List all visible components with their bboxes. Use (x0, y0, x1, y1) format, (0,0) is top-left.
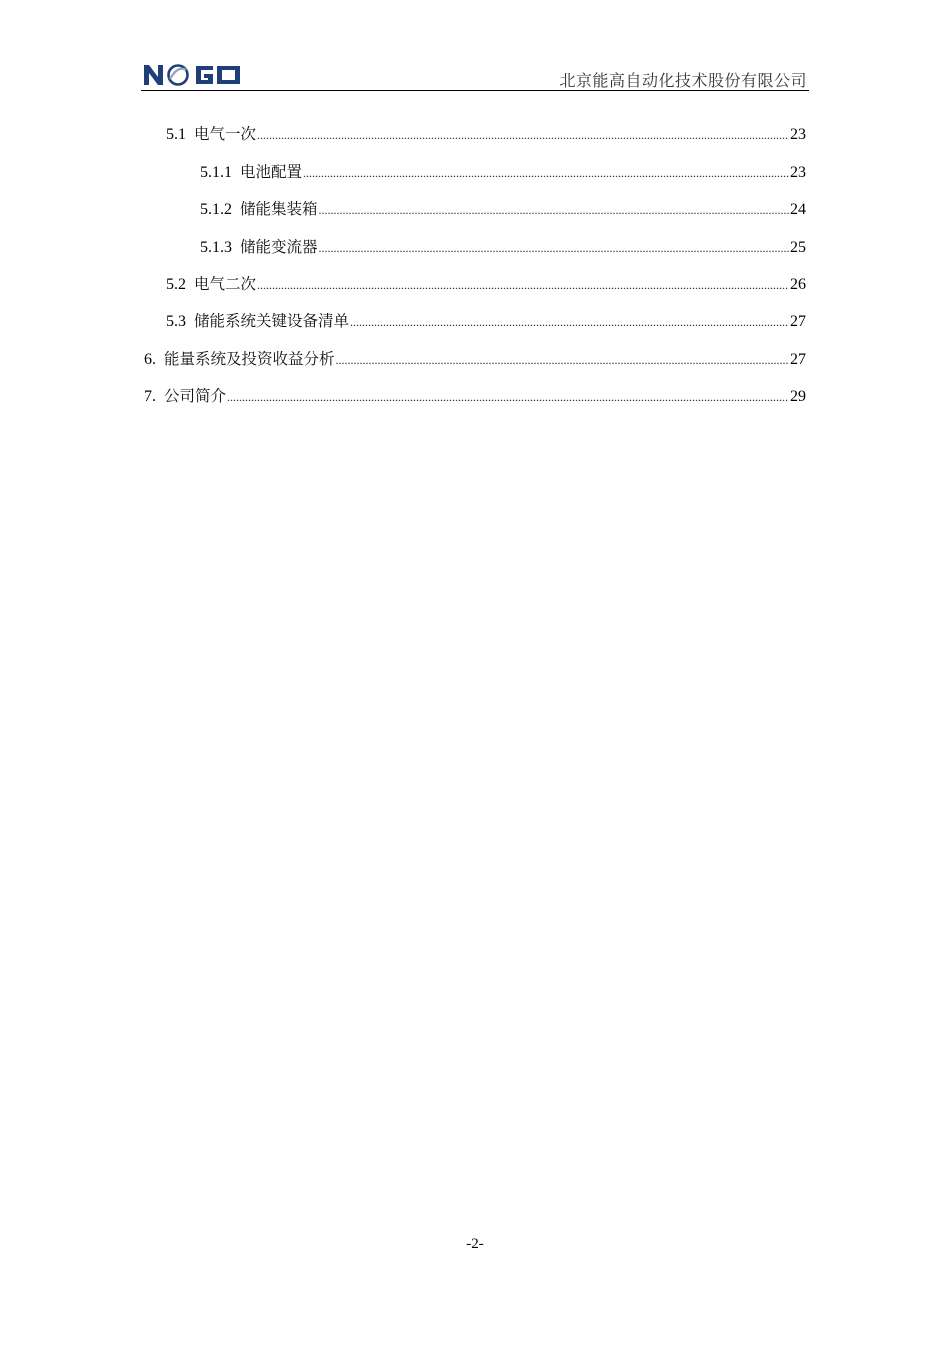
toc-entry-title: 电气二次 (194, 275, 257, 293)
toc-entry-number: 5.1.1 (200, 164, 232, 181)
toc-entry-page: 27 (790, 313, 806, 330)
toc-entry-title: 公司简介 (164, 387, 227, 405)
toc-leader-dots (227, 387, 789, 407)
toc-leader-dots (303, 163, 789, 183)
toc-entry[interactable] (166, 274, 806, 294)
toc-entry-title: 储能系统关键设备清单 (194, 312, 350, 330)
toc-entry-title: 储能变流器 (240, 238, 318, 256)
toc-entry-number: 5.3 (166, 313, 186, 330)
company-name: 北京能高自动化技术股份有限公司 (559, 71, 807, 90)
page-header (141, 62, 809, 91)
toc-leader-dots (319, 200, 789, 220)
toc-entry[interactable] (144, 386, 806, 406)
page-number: -2- (466, 1236, 484, 1252)
toc-entry-number: 5.1.3 (200, 239, 232, 256)
toc-leader-dots (336, 350, 789, 370)
toc-entry-page: 27 (790, 351, 806, 368)
toc-entry[interactable] (200, 237, 806, 257)
toc-entry[interactable] (166, 311, 806, 331)
toc-entry-number: 5.2 (166, 276, 186, 293)
toc-entry-title: 能量系统及投资收益分析 (164, 350, 335, 368)
toc-entry[interactable] (200, 199, 806, 219)
toc-entry-page: 26 (790, 276, 806, 293)
toc-leader-dots (257, 125, 789, 145)
toc-entry-number: 6. (144, 351, 156, 368)
toc-entry-number: 5.1 (166, 126, 186, 143)
toc-leader-dots (319, 238, 789, 258)
toc-entry-title: 储能集装箱 (240, 200, 318, 218)
toc-entry-title: 电气一次 (194, 125, 257, 143)
toc-entry-page: 29 (790, 388, 806, 405)
toc-entry-title: 电池配置 (240, 163, 303, 181)
toc-entry-page: 23 (790, 126, 806, 143)
toc-entry-page: 25 (790, 239, 806, 256)
toc-leader-dots (350, 312, 789, 332)
toc-entry-number: 7. (144, 388, 156, 405)
toc-entry[interactable] (200, 162, 806, 182)
toc-entry-number: 5.1.2 (200, 201, 232, 218)
toc-entry-page: 23 (790, 164, 806, 181)
toc-entry[interactable] (166, 124, 806, 144)
toc-leader-dots (257, 275, 789, 295)
toc-entry-page: 24 (790, 201, 806, 218)
toc-entry[interactable] (144, 349, 806, 369)
nogo-logo (141, 62, 245, 88)
